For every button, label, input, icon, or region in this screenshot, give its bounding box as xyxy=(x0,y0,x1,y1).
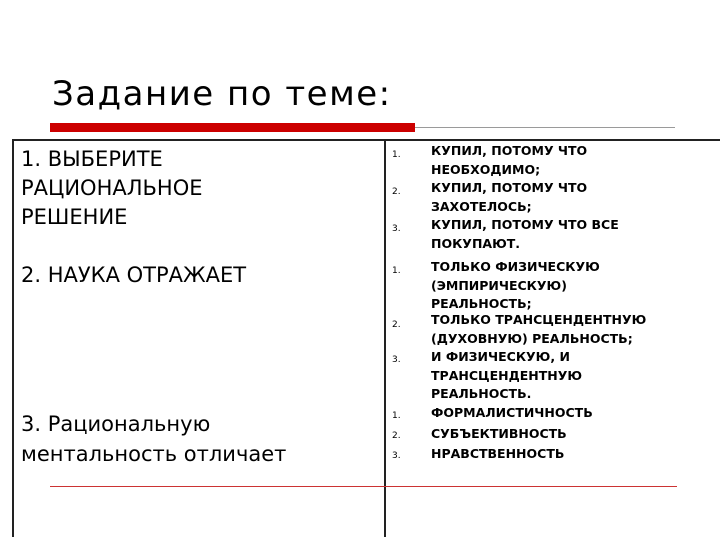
q3-option-1 xyxy=(431,404,593,423)
q2-option-2-number: 2. xyxy=(392,320,401,330)
slide-title: Задание по теме: xyxy=(52,74,392,114)
q2-option-2-line: (ДУХОВНУЮ) РЕАЛЬНОСТЬ; xyxy=(431,330,633,346)
q3-option-2 xyxy=(431,425,567,444)
q3-option-2-number: 2. xyxy=(392,431,401,441)
title-red-bar xyxy=(50,123,415,132)
q3-option-1-line: ФОРМАЛИСТИЧНОСТЬ xyxy=(431,405,593,420)
q2-option-2 xyxy=(431,311,646,348)
question-1-line: РЕШЕНИЕ xyxy=(21,205,128,229)
question-1-line: 1. ВЫБЕРИТЕ xyxy=(21,147,163,171)
q2-option-3-line: И ФИЗИЧЕСКУЮ, И xyxy=(431,349,570,364)
question-3-line: ментальность отличает xyxy=(21,442,287,466)
question-2-line: 2. НАУКА ОТРАЖАЕТ xyxy=(21,263,247,287)
q1-option-2-line: КУПИЛ, ПОТОМУ ЧТО xyxy=(431,180,588,195)
q1-option-1-line: НЕОБХОДИМО; xyxy=(431,161,541,177)
q1-option-1-line: КУПИЛ, ПОТОМУ ЧТО xyxy=(431,143,588,158)
bottom-red-line xyxy=(50,486,677,487)
q2-option-1-line: (ЭМПИРИЧЕСКУЮ) xyxy=(431,277,567,293)
q2-option-1-number: 1. xyxy=(392,266,401,276)
q2-option-1 xyxy=(431,258,600,314)
table-column-divider xyxy=(384,139,386,537)
question-3-line: 3. Рациональную xyxy=(21,412,211,436)
title-gray-line xyxy=(415,127,675,128)
q3-option-1-number: 1. xyxy=(392,411,401,421)
q2-option-3-line: РЕАЛЬНОСТЬ. xyxy=(431,386,532,401)
question-1-line: РАЦИОНАЛЬНОЕ xyxy=(21,176,203,200)
q2-option-3-number: 3. xyxy=(392,355,401,365)
q1-option-3-line: КУПИЛ, ПОТОМУ ЧТО ВСЕ xyxy=(431,217,619,232)
q1-option-3 xyxy=(431,216,619,253)
question-1 xyxy=(21,145,203,232)
q3-option-3-number: 3. xyxy=(392,451,401,461)
q3-option-2-line: СУБЪЕКТИВНОСТЬ xyxy=(431,426,567,441)
q1-option-3-number: 3. xyxy=(392,224,401,234)
q2-option-3 xyxy=(431,348,582,404)
q2-option-2-line: ТОЛЬКО ТРАНСЦЕНДЕНТНУЮ xyxy=(431,312,647,327)
q3-option-3 xyxy=(431,445,564,464)
q2-option-3-line: ТРАНСЦЕНДЕНТНУЮ xyxy=(431,367,583,383)
q1-option-1 xyxy=(431,142,587,179)
q1-option-2-line: ЗАХОТЕЛОСЬ; xyxy=(431,198,532,214)
q1-option-3-line: ПОКУПАЮТ. xyxy=(431,235,521,251)
question-3 xyxy=(21,409,286,469)
question-2 xyxy=(21,261,246,290)
q1-option-2-number: 2. xyxy=(392,187,401,197)
q1-option-1-number: 1. xyxy=(392,150,401,160)
q2-option-1-line: РЕАЛЬНОСТЬ; xyxy=(431,296,532,311)
q1-option-2 xyxy=(431,179,587,216)
q2-option-1-line: ТОЛЬКО ФИЗИЧЕСКУЮ xyxy=(431,259,600,274)
q3-option-3-line: НРАВСТВЕННОСТЬ xyxy=(431,446,565,461)
